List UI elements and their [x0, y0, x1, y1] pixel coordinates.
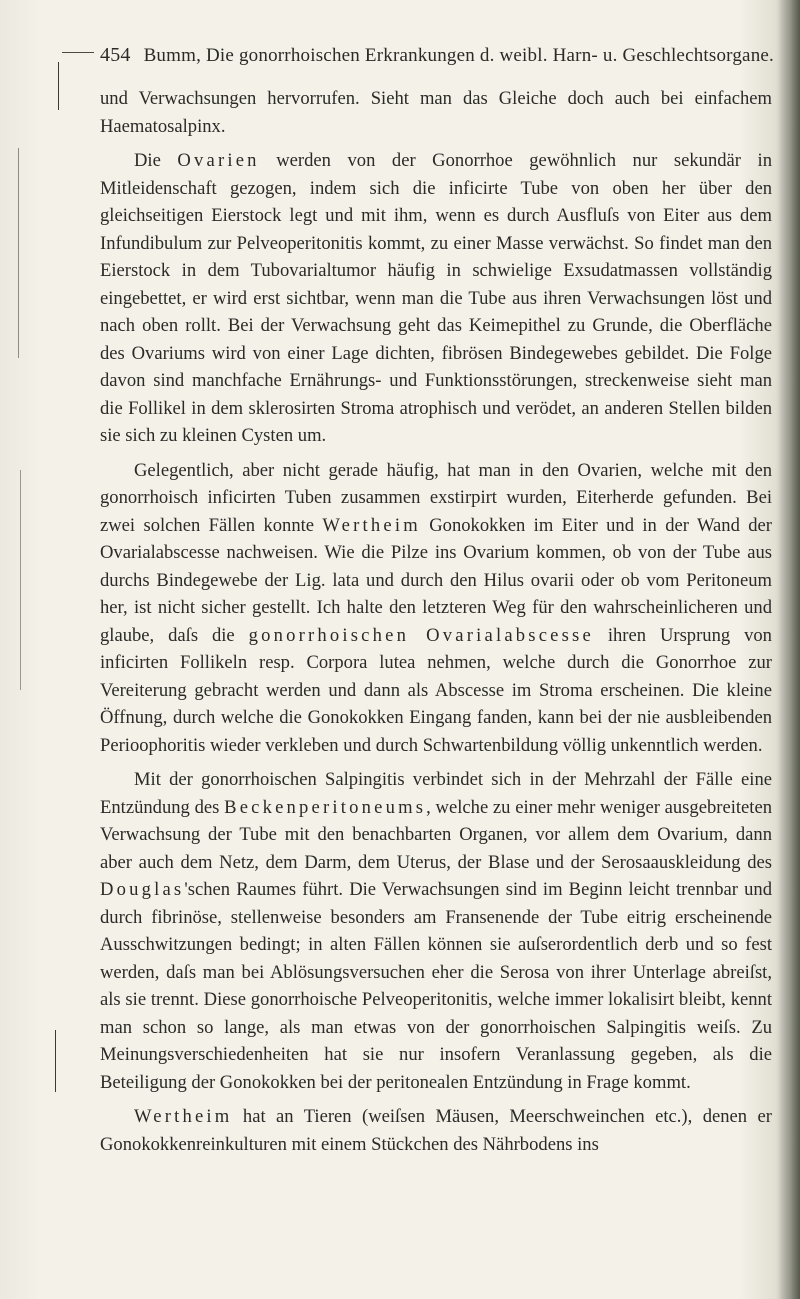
page-number: 454 — [100, 44, 131, 66]
text-run: , welche zu einer mehr weniger ausgebreiteten Verwachsung der Tube mit den benachbarten Organen, vor allem dem Ovarium, dann aber auch dem Netz, dem Darm, dem Uterus, der Blase und der Serosaauskleidung des — [100, 796, 772, 873]
spaced-emphasis: Wertheim — [134, 1106, 233, 1127]
spaced-emphasis: Ovarien — [177, 150, 260, 171]
paragraph — [100, 766, 772, 1096]
paragraph — [100, 85, 772, 140]
text-run: und Verwachsungen hervorrufen. Sieht man das Gleiche doch auch bei einfachem Haematosalpinx. — [100, 88, 772, 137]
spaced-emphasis: Douglas — [100, 879, 185, 900]
margin-rule — [18, 148, 19, 358]
text-run: Gonokokken im Eiter und in der Wand der Ovarialabscesse nachweisen. Wie die Pilze ins Ovarium kommen, ob von der Tube aus durchs Bindegewebe der Lig. lata und durch den Hilus ovarii oder ob vom Peritoneum her, ist nicht sicher gestellt. Ich halte den letzteren Weg für den wahrscheinlicheren und glaube, daſs die — [100, 514, 772, 646]
spaced-emphasis: gonorrhoischen Ovarialabscesse — [248, 624, 594, 646]
margin-rule — [58, 62, 59, 110]
margin-rule — [20, 470, 21, 690]
page-edge-shadow — [778, 0, 800, 1299]
running-head-title: Die gonorrhoischen Erkrankungen d. weibl. Harn- u. Geschlechtsorgane. — [206, 45, 774, 66]
paragraph — [100, 457, 772, 760]
margin-rule — [55, 1030, 56, 1092]
text-run: Gelegentlich, aber nicht gerade häufig, hat man in den Ovarien, welche mit den gonorrhoisch inficirten Tuben zusammen exstirpirt wurden, Eiterherde gefunden. Bei zwei solchen Fällen konnte — [100, 459, 772, 536]
text-run: Mit der gonorrhoischen Salpingitis verbindet sich in der Mehrzahl der Fälle eine Entzündung des — [100, 769, 772, 818]
paragraph — [100, 147, 772, 450]
text-run: werden von der Gonorrhoe gewöhnlich nur sekundär in Mitleidenschaft gezogen, indem sich die inficirte Tube von oben her über den gleichseitigen Eierstock legt und mit ihm, wenn es durch Ausfluſs von Eiter aus dem Infundibulum zur Pelveoperitonitis kommt, zu einer Masse verwächst. So findet man den Eierstock in dem Tubovarialtumor häufig in schwielige Exsudatmassen vollständig eingebettet, er wird erst sichtbar, wenn man die Tube aus ihren Verwachsungen löst und nach oben rollt. Bei der Verwachsung geht das Keimepithel zu Grunde, die Oberfläche des Ovariums wird von einer Lage dichten, fibrösen Bindegewebes gebildet. Die Folge davon sind manchfache Ernährungs- und Funktionsstörungen, streckenweise sieht man die Follikel in dem sklerosirten Stroma atrophisch und verödet, an anderen Stellen bilden sie sich zu kleinen Cysten um. — [100, 150, 772, 446]
paragraph — [100, 1103, 772, 1158]
running-head-author: Bumm, — [143, 45, 202, 66]
spaced-emphasis: Wertheim — [322, 514, 421, 536]
header-rule — [62, 52, 94, 53]
spaced-emphasis: Beckenperitoneums — [224, 796, 427, 818]
running-head — [100, 44, 774, 74]
text-run: Die — [134, 150, 178, 171]
text-run: ihren Ursprung von inficirten Follikeln resp. Corpora lutea nehmen, welche durch die Gonorrhoe zur Vereiterung gebracht werden und dann als Abscesse im Stroma erscheinen. Die kleine Öffnung, durch welche die Gonokokken Eingang fanden, kann bei der nie ausbleibenden Perioophoritis wieder verkleben und durch Schwartenbildung völlig unkenntlich werden. — [100, 624, 772, 756]
body-text — [100, 85, 772, 1158]
text-run: 'schen Raumes führt. Die Verwachsungen sind im Beginn leicht trennbar und durch fibrinöse, stellenweise besonders am Fransenende der Tube eitrig erscheinende Ausschwitzungen bedingt; in alten Fällen können sie auſserordentlich derb und so fest werden, daſs man bei Ablösungsversuchen eher die Serosa von ihrer Unterlage abreiſst, als sie trennt. Diese gonorrhoische Pelveoperitonitis, welche immer lokalisirt bleibt, kennt man schon so lange, als man etwas von der gonorrhoischen Salpingitis weiſs. Zu Meinungsverschiedenheiten hat sie nur insofern Veranlassung gegeben, als die Beteiligung der Gonokokken bei der peritonealen Entzündung in Frage kommt. — [100, 879, 772, 1093]
text-run: hat an Tieren (weiſsen Mäusen, Meerschweinchen etc.), denen er Gonokokkenreinkulturen mit einem Stückchen des Nährbodens ins — [100, 1106, 772, 1155]
